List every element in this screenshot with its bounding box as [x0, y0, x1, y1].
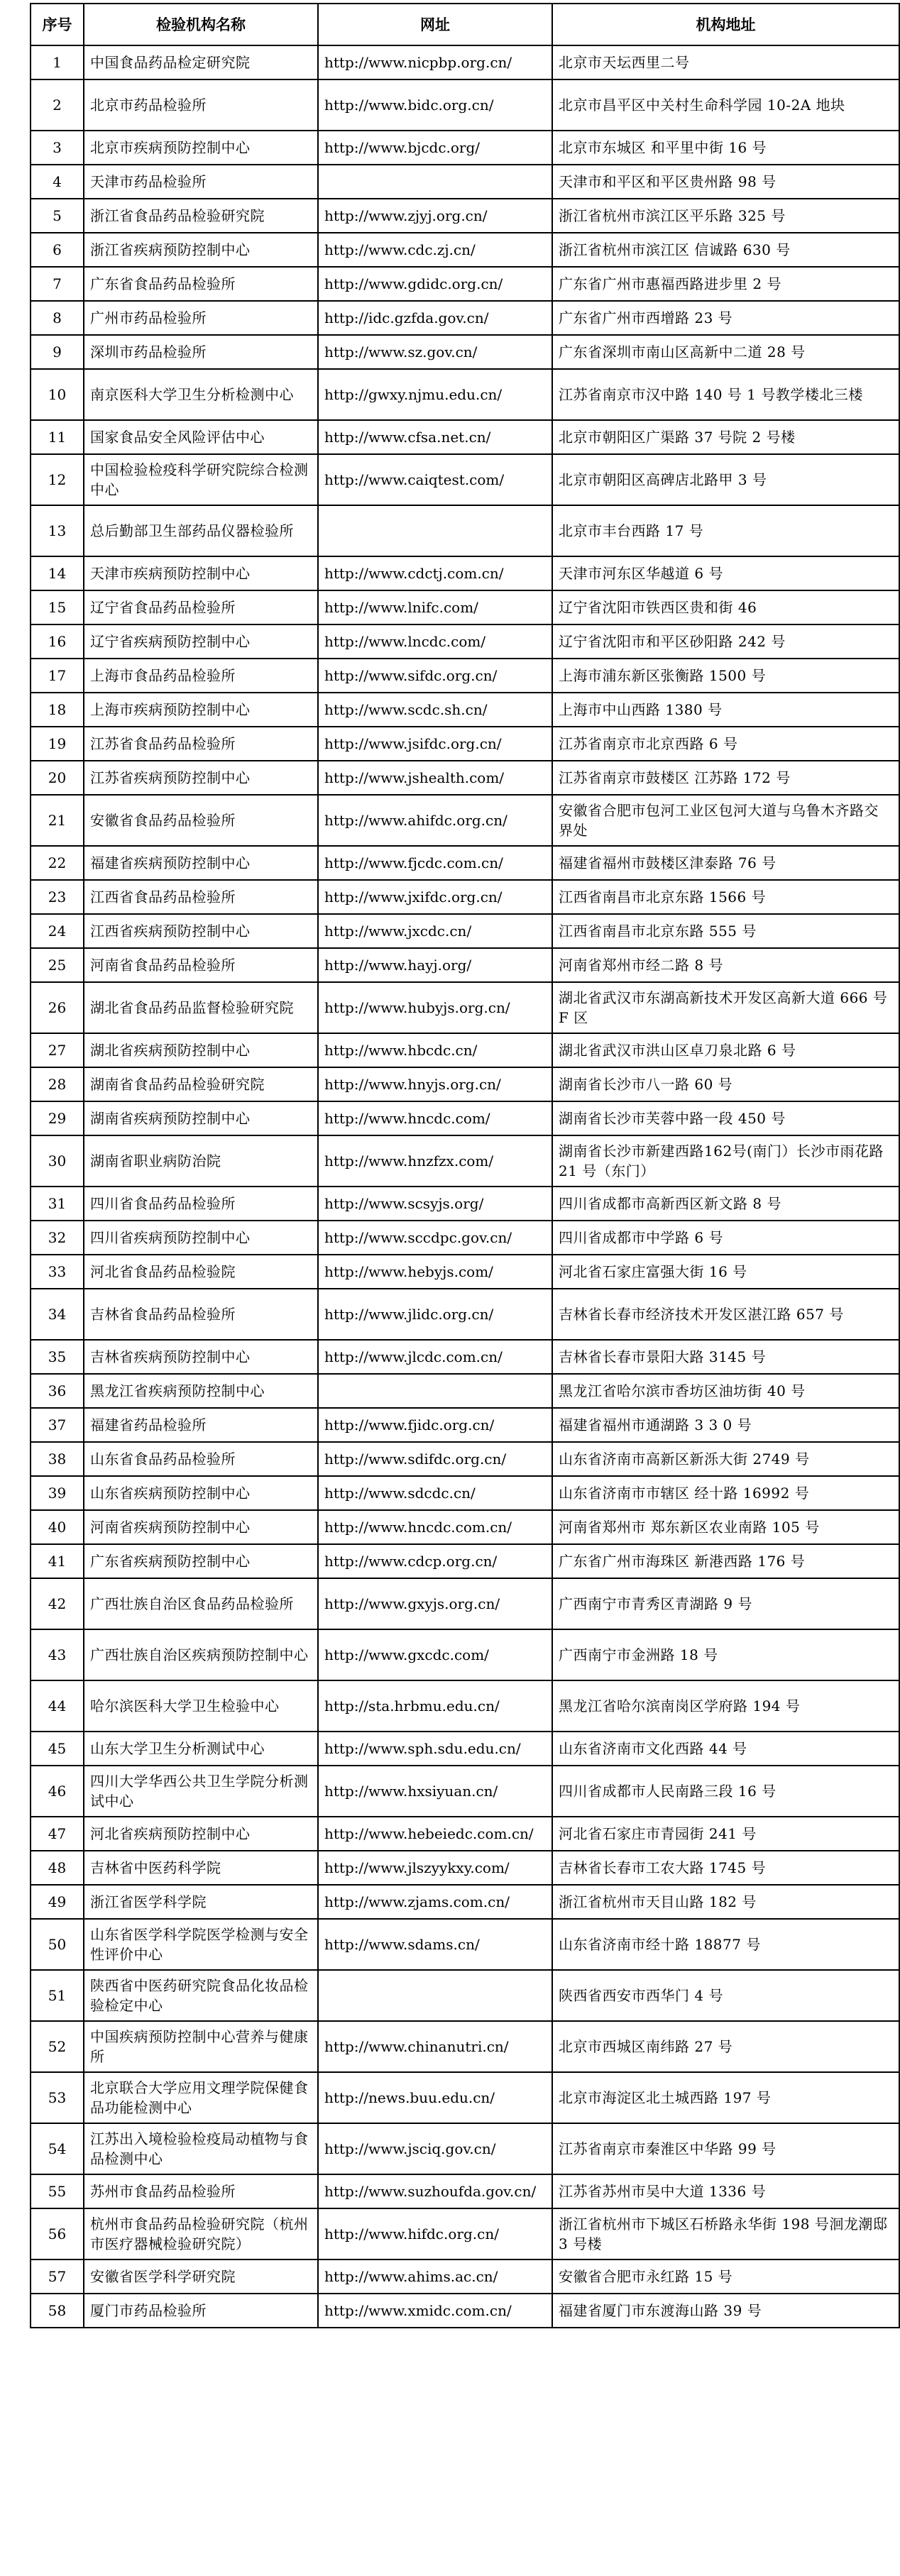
row-number-cell: 52	[31, 2021, 84, 2072]
website-cell: http://www.hnzfzx.com/	[318, 1135, 552, 1187]
website-cell: http://www.sph.sdu.edu.cn/	[318, 1732, 552, 1766]
row-number-cell: 3	[31, 131, 84, 165]
website-cell: http://www.hayj.org/	[318, 948, 552, 982]
institution-name-cell: 江苏出入境检验检疫局动植物与食品检测中心	[84, 2123, 318, 2174]
address-cell: 北京市丰台西路 17 号	[552, 505, 899, 556]
row-number-cell: 27	[31, 1033, 84, 1067]
row-number-cell: 23	[31, 880, 84, 914]
institution-name-cell: 浙江省医学科学院	[84, 1885, 318, 1919]
address-cell: 吉林省长春市经济技术开发区湛江路 657 号	[552, 1289, 899, 1340]
row-number-cell: 29	[31, 1101, 84, 1135]
row-number-cell: 6	[31, 233, 84, 267]
institution-name-cell: 四川省食品药品检验所	[84, 1187, 318, 1221]
table-row	[31, 1732, 899, 1766]
website-cell: http://www.lncdc.com/	[318, 624, 552, 659]
website-cell: http://www.lnifc.com/	[318, 590, 552, 624]
address-cell: 北京市东城区 和平里中街 16 号	[552, 131, 899, 165]
address-cell: 黑龙江省哈尔滨市香坊区油坊街 40 号	[552, 1374, 899, 1408]
institution-name-cell: 吉林省食品药品检验所	[84, 1289, 318, 1340]
table-row	[31, 693, 899, 727]
row-number-cell: 37	[31, 1408, 84, 1442]
row-number-cell: 57	[31, 2259, 84, 2294]
website-cell	[318, 505, 552, 556]
institution-name-cell: 广西壮族自治区疾病预防控制中心	[84, 1629, 318, 1680]
row-number-cell: 26	[31, 982, 84, 1033]
institution-name-cell: 山东省医学科学院医学检测与安全性评价中心	[84, 1919, 318, 1970]
institution-name-cell: 深圳市药品检验所	[84, 335, 318, 369]
address-cell: 山东省济南市文化西路 44 号	[552, 1732, 899, 1766]
table-row	[31, 454, 899, 505]
address-cell: 安徽省合肥市永红路 15 号	[552, 2259, 899, 2294]
table-row	[31, 1851, 899, 1885]
table-row	[31, 761, 899, 795]
institution-name-cell: 中国疾病预防控制中心营养与健康所	[84, 2021, 318, 2072]
row-number-cell: 13	[31, 505, 84, 556]
table-row	[31, 1187, 899, 1221]
row-number-cell: 30	[31, 1135, 84, 1187]
table-row	[31, 2123, 899, 2174]
table-row	[31, 2072, 899, 2123]
table-row	[31, 199, 899, 233]
address-cell: 湖南省长沙市八一路 60 号	[552, 1067, 899, 1101]
address-cell: 河北省石家庄市青园街 241 号	[552, 1817, 899, 1851]
website-cell: http://www.gxyjs.org.cn/	[318, 1578, 552, 1629]
website-cell	[318, 1374, 552, 1408]
institution-name-cell: 河北省食品药品检验院	[84, 1255, 318, 1289]
table-row	[31, 301, 899, 335]
website-cell: http://www.chinanutri.cn/	[318, 2021, 552, 2072]
website-cell: http://www.jlszyykxy.com/	[318, 1851, 552, 1885]
institution-name-cell: 辽宁省疾病预防控制中心	[84, 624, 318, 659]
table-row	[31, 795, 899, 846]
institution-name-cell: 国家食品安全风险评估中心	[84, 420, 318, 454]
table-row	[31, 2294, 899, 2328]
table-row	[31, 335, 899, 369]
institution-name-cell: 山东省疾病预防控制中心	[84, 1476, 318, 1510]
header-number: 序号	[31, 4, 84, 45]
website-cell: http://gwxy.njmu.edu.cn/	[318, 369, 552, 420]
website-cell: http://www.xmidc.com.cn/	[318, 2294, 552, 2328]
institution-name-cell: 浙江省食品药品检验研究院	[84, 199, 318, 233]
institution-name-cell: 江西省疾病预防控制中心	[84, 914, 318, 948]
address-cell: 辽宁省沈阳市铁西区贵和街 46	[552, 590, 899, 624]
table-header-row	[31, 4, 899, 45]
table-row	[31, 1578, 899, 1629]
institution-name-cell: 四川省疾病预防控制中心	[84, 1221, 318, 1255]
row-number-cell: 38	[31, 1442, 84, 1476]
address-cell: 吉林省长春市景阳大路 3145 号	[552, 1340, 899, 1374]
website-cell: http://www.gdidc.org.cn/	[318, 267, 552, 301]
website-cell: http://www.hncdc.com/	[318, 1101, 552, 1135]
row-number-cell: 51	[31, 1970, 84, 2021]
row-number-cell: 41	[31, 1544, 84, 1578]
row-number-cell: 46	[31, 1766, 84, 1817]
row-number-cell: 9	[31, 335, 84, 369]
institution-name-cell: 湖北省食品药品监督检验研究院	[84, 982, 318, 1033]
table-row	[31, 505, 899, 556]
institution-name-cell: 广东省食品药品检验所	[84, 267, 318, 301]
row-number-cell: 19	[31, 727, 84, 761]
table-row	[31, 1033, 899, 1067]
website-cell: http://www.scsyjs.org/	[318, 1187, 552, 1221]
institution-name-cell: 黑龙江省疾病预防控制中心	[84, 1374, 318, 1408]
website-cell: http://www.gxcdc.com/	[318, 1629, 552, 1680]
table-row	[31, 1817, 899, 1851]
institution-name-cell: 苏州市食品药品检验所	[84, 2174, 318, 2208]
row-number-cell: 15	[31, 590, 84, 624]
address-cell: 广东省广州市海珠区 新港西路 176 号	[552, 1544, 899, 1578]
row-number-cell: 47	[31, 1817, 84, 1851]
institution-name-cell: 山东省食品药品检验所	[84, 1442, 318, 1476]
header-website: 网址	[318, 4, 552, 45]
table-row	[31, 2208, 899, 2259]
row-number-cell: 55	[31, 2174, 84, 2208]
table-row	[31, 1766, 899, 1817]
institution-name-cell: 吉林省疾病预防控制中心	[84, 1340, 318, 1374]
table-row	[31, 2021, 899, 2072]
address-cell: 江苏省苏州市吴中大道 1336 号	[552, 2174, 899, 2208]
table-row	[31, 727, 899, 761]
address-cell: 北京市朝阳区广渠路 37 号院 2 号楼	[552, 420, 899, 454]
website-cell: http://www.hifdc.org.cn/	[318, 2208, 552, 2259]
website-cell: http://idc.gzfda.gov.cn/	[318, 301, 552, 335]
row-number-cell: 20	[31, 761, 84, 795]
website-cell: http://www.fjcdc.com.cn/	[318, 846, 552, 880]
address-cell: 广东省广州市西增路 23 号	[552, 301, 899, 335]
table-row	[31, 624, 899, 659]
website-cell: http://www.cfsa.net.cn/	[318, 420, 552, 454]
row-number-cell: 33	[31, 1255, 84, 1289]
address-cell: 湖南省长沙市新建西路162号(南门）长沙市雨花路 21 号（东门）	[552, 1135, 899, 1187]
table-row	[31, 1970, 899, 2021]
address-cell: 四川省成都市中学路 6 号	[552, 1221, 899, 1255]
address-cell: 湖北省武汉市东湖高新技术开发区高新大道 666 号 F 区	[552, 982, 899, 1033]
website-cell: http://www.bjcdc.org/	[318, 131, 552, 165]
website-cell: http://www.sdifdc.org.cn/	[318, 1442, 552, 1476]
website-cell: http://www.jsifdc.org.cn/	[318, 727, 552, 761]
website-cell: http://sta.hrbmu.edu.cn/	[318, 1680, 552, 1732]
table-row	[31, 420, 899, 454]
row-number-cell: 14	[31, 556, 84, 590]
address-cell: 上海市浦东新区张衡路 1500 号	[552, 659, 899, 693]
table-row	[31, 369, 899, 420]
table-row	[31, 1442, 899, 1476]
address-cell: 天津市和平区和平区贵州路 98 号	[552, 165, 899, 199]
row-number-cell: 8	[31, 301, 84, 335]
website-cell: http://www.cdcp.org.cn/	[318, 1544, 552, 1578]
address-cell: 浙江省杭州市滨江区平乐路 325 号	[552, 199, 899, 233]
institution-name-cell: 上海市食品药品检验所	[84, 659, 318, 693]
address-cell: 河南省郑州市经二路 8 号	[552, 948, 899, 982]
institution-name-cell: 辽宁省食品药品检验所	[84, 590, 318, 624]
institution-name-cell: 上海市疾病预防控制中心	[84, 693, 318, 727]
website-cell: http://www.hebeiedc.com.cn/	[318, 1817, 552, 1851]
website-cell: http://www.cdctj.com.cn/	[318, 556, 552, 590]
website-cell: http://www.suzhoufda.gov.cn/	[318, 2174, 552, 2208]
table-row	[31, 1067, 899, 1101]
website-cell: http://www.hnyjs.org.cn/	[318, 1067, 552, 1101]
row-number-cell: 56	[31, 2208, 84, 2259]
address-cell: 河北省石家庄富强大街 16 号	[552, 1255, 899, 1289]
website-cell: http://www.ahims.ac.cn/	[318, 2259, 552, 2294]
row-number-cell: 1	[31, 45, 84, 79]
table-row	[31, 948, 899, 982]
table-row	[31, 1289, 899, 1340]
institution-name-cell: 中国食品药品检定研究院	[84, 45, 318, 79]
row-number-cell: 12	[31, 454, 84, 505]
row-number-cell: 36	[31, 1374, 84, 1408]
table-row	[31, 45, 899, 79]
institution-name-cell: 广西壮族自治区食品药品检验所	[84, 1578, 318, 1629]
website-cell: http://www.jlcdc.com.cn/	[318, 1340, 552, 1374]
website-cell: http://www.sccdpc.gov.cn/	[318, 1221, 552, 1255]
institution-name-cell: 河北省疾病预防控制中心	[84, 1817, 318, 1851]
address-cell: 安徽省合肥市包河工业区包河大道与乌鲁木齐路交界处	[552, 795, 899, 846]
address-cell: 广东省广州市惠福西路进步里 2 号	[552, 267, 899, 301]
table-row	[31, 1221, 899, 1255]
row-number-cell: 54	[31, 2123, 84, 2174]
address-cell: 江苏省南京市汉中路 140 号 1 号教学楼北三楼	[552, 369, 899, 420]
row-number-cell: 53	[31, 2072, 84, 2123]
row-number-cell: 42	[31, 1578, 84, 1629]
address-cell: 山东省济南市高新区新泺大街 2749 号	[552, 1442, 899, 1476]
address-cell: 湖北省武汉市洪山区卓刀泉北路 6 号	[552, 1033, 899, 1067]
website-cell: http://www.nicpbp.org.cn/	[318, 45, 552, 79]
row-number-cell: 5	[31, 199, 84, 233]
address-cell: 广西南宁市青秀区青湖路 9 号	[552, 1578, 899, 1629]
table-row	[31, 880, 899, 914]
table-row	[31, 1340, 899, 1374]
institution-name-cell: 江西省食品药品检验所	[84, 880, 318, 914]
website-cell	[318, 1970, 552, 2021]
institution-name-cell: 福建省疾病预防控制中心	[84, 846, 318, 880]
table-row	[31, 267, 899, 301]
table-row	[31, 659, 899, 693]
institution-name-cell: 福建省药品检验所	[84, 1408, 318, 1442]
table-row	[31, 590, 899, 624]
website-cell: http://www.scdc.sh.cn/	[318, 693, 552, 727]
website-cell: http://www.bidc.org.cn/	[318, 79, 552, 131]
institution-name-cell: 广州市药品检验所	[84, 301, 318, 335]
table-row	[31, 79, 899, 131]
row-number-cell: 11	[31, 420, 84, 454]
institution-name-cell: 厦门市药品检验所	[84, 2294, 318, 2328]
website-cell: http://www.jxifdc.org.cn/	[318, 880, 552, 914]
table-row	[31, 233, 899, 267]
institution-name-cell: 吉林省中医药科学院	[84, 1851, 318, 1885]
institution-name-cell: 河南省食品药品检验所	[84, 948, 318, 982]
table-row	[31, 556, 899, 590]
institution-name-cell: 湖北省疾病预防控制中心	[84, 1033, 318, 1067]
website-cell: http://www.jxcdc.cn/	[318, 914, 552, 948]
row-number-cell: 49	[31, 1885, 84, 1919]
institution-name-cell: 河南省疾病预防控制中心	[84, 1510, 318, 1544]
inspection-institution-table	[30, 3, 900, 2328]
row-number-cell: 7	[31, 267, 84, 301]
row-number-cell: 34	[31, 1289, 84, 1340]
table-row	[31, 2174, 899, 2208]
address-cell: 北京市昌平区中关村生命科学园 10-2A 地块	[552, 79, 899, 131]
institution-name-cell: 浙江省疾病预防控制中心	[84, 233, 318, 267]
address-cell: 江西省南昌市北京东路 555 号	[552, 914, 899, 948]
institution-name-cell: 陕西省中医药研究院食品化妆品检验检定中心	[84, 1970, 318, 2021]
row-number-cell: 50	[31, 1919, 84, 1970]
address-cell: 四川省成都市人民南路三段 16 号	[552, 1766, 899, 1817]
table-row	[31, 165, 899, 199]
institution-name-cell: 北京市疾病预防控制中心	[84, 131, 318, 165]
address-cell: 四川省成都市高新西区新文路 8 号	[552, 1187, 899, 1221]
website-cell: http://www.caiqtest.com/	[318, 454, 552, 505]
website-cell	[318, 165, 552, 199]
address-cell: 浙江省杭州市下城区石桥路永华街 198 号洄龙潮邸 3 号楼	[552, 2208, 899, 2259]
address-cell: 广西南宁市金洲路 18 号	[552, 1629, 899, 1680]
address-cell: 陕西省西安市西华门 4 号	[552, 1970, 899, 2021]
address-cell: 湖南省长沙市芙蓉中路一段 450 号	[552, 1101, 899, 1135]
address-cell: 福建省厦门市东渡海山路 39 号	[552, 2294, 899, 2328]
row-number-cell: 17	[31, 659, 84, 693]
institution-name-cell: 总后勤部卫生部药品仪器检验所	[84, 505, 318, 556]
row-number-cell: 43	[31, 1629, 84, 1680]
row-number-cell: 28	[31, 1067, 84, 1101]
institution-name-cell: 安徽省医学科学研究院	[84, 2259, 318, 2294]
institution-name-cell: 哈尔滨医科大学卫生检验中心	[84, 1680, 318, 1732]
institution-name-cell: 南京医科大学卫生分析检测中心	[84, 369, 318, 420]
website-cell: http://www.sdcdc.cn/	[318, 1476, 552, 1510]
address-cell: 吉林省长春市工农大路 1745 号	[552, 1851, 899, 1885]
row-number-cell: 58	[31, 2294, 84, 2328]
row-number-cell: 2	[31, 79, 84, 131]
website-cell: http://www.ahifdc.org.cn/	[318, 795, 552, 846]
document-page	[30, 3, 900, 2328]
address-cell: 江苏省南京市秦淮区中华路 99 号	[552, 2123, 899, 2174]
website-cell: http://www.sdams.cn/	[318, 1919, 552, 1970]
row-number-cell: 25	[31, 948, 84, 982]
table-row	[31, 1510, 899, 1544]
row-number-cell: 40	[31, 1510, 84, 1544]
address-cell: 江西省南昌市北京东路 1566 号	[552, 880, 899, 914]
row-number-cell: 24	[31, 914, 84, 948]
address-cell: 福建省福州市鼓楼区津泰路 76 号	[552, 846, 899, 880]
website-cell: http://www.sifdc.org.cn/	[318, 659, 552, 693]
table-row	[31, 1680, 899, 1732]
institution-name-cell: 江苏省疾病预防控制中心	[84, 761, 318, 795]
address-cell: 天津市河东区华越道 6 号	[552, 556, 899, 590]
institution-name-cell: 天津市疾病预防控制中心	[84, 556, 318, 590]
institution-name-cell: 山东大学卫生分析测试中心	[84, 1732, 318, 1766]
table-row	[31, 1629, 899, 1680]
website-cell: http://www.jshealth.com/	[318, 761, 552, 795]
row-number-cell: 45	[31, 1732, 84, 1766]
address-cell: 广东省深圳市南山区高新中二道 28 号	[552, 335, 899, 369]
row-number-cell: 44	[31, 1680, 84, 1732]
header-institution-name: 检验机构名称	[84, 4, 318, 45]
website-cell: http://www.zjams.com.cn/	[318, 1885, 552, 1919]
table-row	[31, 846, 899, 880]
address-cell: 浙江省杭州市天目山路 182 号	[552, 1885, 899, 1919]
table-row	[31, 131, 899, 165]
table-row	[31, 1374, 899, 1408]
institution-name-cell: 天津市药品检验所	[84, 165, 318, 199]
address-cell: 山东省济南市经十路 18877 号	[552, 1919, 899, 1970]
institution-name-cell: 北京联合大学应用文理学院保健食品功能检测中心	[84, 2072, 318, 2123]
website-cell: http://www.hebyjs.com/	[318, 1255, 552, 1289]
table-row	[31, 1544, 899, 1578]
institution-name-cell: 湖南省食品药品检验研究院	[84, 1067, 318, 1101]
website-cell: http://www.fjidc.org.cn/	[318, 1408, 552, 1442]
website-cell: http://www.hxsiyuan.cn/	[318, 1766, 552, 1817]
institution-name-cell: 安徽省食品药品检验所	[84, 795, 318, 846]
address-cell: 北京市天坛西里二号	[552, 45, 899, 79]
website-cell: http://news.buu.edu.cn/	[318, 2072, 552, 2123]
website-cell: http://www.zjyj.org.cn/	[318, 199, 552, 233]
address-cell: 黑龙江省哈尔滨南岗区学府路 194 号	[552, 1680, 899, 1732]
table-row	[31, 1135, 899, 1187]
institution-name-cell: 杭州市食品药品检验研究院（杭州市医疗器械检验研究院）	[84, 2208, 318, 2259]
institution-name-cell: 中国检验检疫科学研究院综合检测中心	[84, 454, 318, 505]
address-cell: 北京市朝阳区高碑店北路甲 3 号	[552, 454, 899, 505]
row-number-cell: 21	[31, 795, 84, 846]
row-number-cell: 39	[31, 1476, 84, 1510]
institution-name-cell: 湖南省职业病防治院	[84, 1135, 318, 1187]
address-cell: 辽宁省沈阳市和平区砂阳路 242 号	[552, 624, 899, 659]
address-cell: 河南省郑州市 郑东新区农业南路 105 号	[552, 1510, 899, 1544]
table-row	[31, 1255, 899, 1289]
website-cell: http://www.hubyjs.org.cn/	[318, 982, 552, 1033]
address-cell: 福建省福州市通湖路 3 3 0 号	[552, 1408, 899, 1442]
table-row	[31, 982, 899, 1033]
row-number-cell: 35	[31, 1340, 84, 1374]
address-cell: 江苏省南京市鼓楼区 江苏路 172 号	[552, 761, 899, 795]
address-cell: 北京市西城区南纬路 27 号	[552, 2021, 899, 2072]
institution-name-cell: 广东省疾病预防控制中心	[84, 1544, 318, 1578]
address-cell: 江苏省南京市北京西路 6 号	[552, 727, 899, 761]
website-cell: http://www.cdc.zj.cn/	[318, 233, 552, 267]
table-body	[31, 45, 899, 2328]
row-number-cell: 18	[31, 693, 84, 727]
table-row	[31, 1919, 899, 1970]
row-number-cell: 4	[31, 165, 84, 199]
website-cell: http://www.sz.gov.cn/	[318, 335, 552, 369]
table-row	[31, 914, 899, 948]
row-number-cell: 48	[31, 1851, 84, 1885]
header-address: 机构地址	[552, 4, 899, 45]
table-row	[31, 2259, 899, 2294]
row-number-cell: 10	[31, 369, 84, 420]
address-cell: 浙江省杭州市滨江区 信诚路 630 号	[552, 233, 899, 267]
institution-name-cell: 北京市药品检验所	[84, 79, 318, 131]
table-row	[31, 1101, 899, 1135]
website-cell: http://www.hncdc.com.cn/	[318, 1510, 552, 1544]
institution-name-cell: 江苏省食品药品检验所	[84, 727, 318, 761]
address-cell: 山东省济南市市辖区 经十路 16992 号	[552, 1476, 899, 1510]
table-row	[31, 1885, 899, 1919]
website-cell: http://www.jsciq.gov.cn/	[318, 2123, 552, 2174]
table-row	[31, 1408, 899, 1442]
website-cell: http://www.hbcdc.cn/	[318, 1033, 552, 1067]
table-row	[31, 1476, 899, 1510]
address-cell: 北京市海淀区北土城西路 197 号	[552, 2072, 899, 2123]
institution-name-cell: 湖南省疾病预防控制中心	[84, 1101, 318, 1135]
row-number-cell: 31	[31, 1187, 84, 1221]
address-cell: 上海市中山西路 1380 号	[552, 693, 899, 727]
website-cell: http://www.jlidc.org.cn/	[318, 1289, 552, 1340]
institution-name-cell: 四川大学华西公共卫生学院分析测试中心	[84, 1766, 318, 1817]
row-number-cell: 16	[31, 624, 84, 659]
row-number-cell: 22	[31, 846, 84, 880]
row-number-cell: 32	[31, 1221, 84, 1255]
